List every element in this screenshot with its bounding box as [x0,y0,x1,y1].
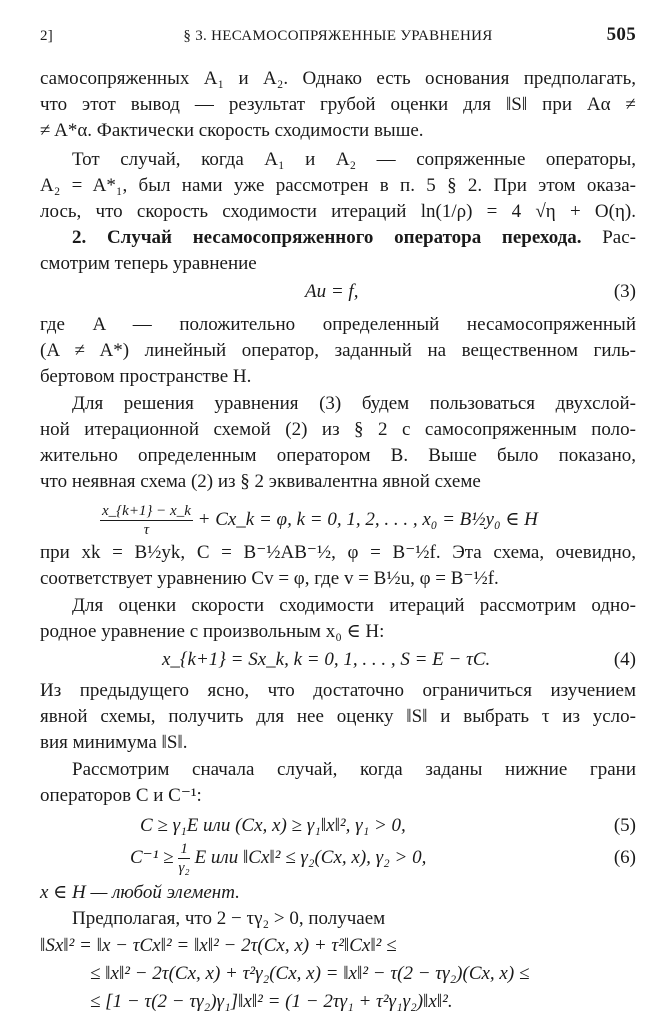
equation-rest: + Cx_k = φ, k = 0, 1, 2, . . . , x₀ = B½y₀ ∈ H [192,508,538,530]
text-line: жительно определенным оператором B. Выше было показано, [40,445,636,466]
header-section-title: § 3. НЕСАМОСОПРЯЖЕННЫЕ УРАВНЕНИЯ [183,28,493,44]
text-line: Предполагая, что 2 − τγ₂ > 0, получаем [72,908,386,929]
fraction-denominator: γ₂ [178,860,190,877]
fraction-numerator: 1 [180,841,188,858]
text-line: Рассмотрим сначала случай, когда заданы нижние грани [72,759,636,780]
equation-number: (4) [613,649,636,670]
derivation-line [40,932,636,960]
equation-body: ‖Sx‖² = ‖x − τCx‖² = ‖x‖² − 2τ(Cx, x) + τ²‖Cx‖² ≤ [40,935,397,956]
equation-body: ≤ [1 − τ(2 − τγ₂)γ₁]‖x‖² = (1 − 2τγ₁ + τ²γ₁γ₂)‖x‖². [90,991,453,1012]
equation-body: x_{k+1} = Sx_k, k = 0, 1, . . . , S = E − τC. [162,649,491,670]
text-line: A₂ = A*₁, был нами уже рассмотрен в п. 5 § 2. При этом оказа- [40,175,636,196]
text-line: x ∈ H — любой элемент. [40,882,240,903]
text-fragment: Рас- [581,227,636,248]
equation-number: (3) [613,281,636,302]
explicit-scheme-equation [40,450,636,538]
text-line: ной итерационной схемой (2) из § 2 с самосопряженным поло- [40,419,636,440]
text-line: родное уравнение с произвольным x₀ ∈ H: [40,621,385,642]
text-line: что этот вывод — результат грубой оценки для ‖S‖ при Aα ≠ [40,94,636,115]
text-line: Для решения уравнения (3) будем пользоваться двухслой- [72,393,636,414]
text-line: самосопряженных A₁ и A₂. Однако есть основания предполагать, [40,68,636,89]
fraction-numerator: x_{k+1} − x_k [102,503,191,519]
text-line: при xk = B½yk, C = B⁻½AB⁻½, φ = B⁻½f. Эта схема, очевидно, [40,542,636,563]
equation-body: ≤ ‖x‖² − 2τ(Cx, x) + τ²γ₂(Cx, x) = ‖x‖² − τ(2 − τγ₂)(Cx, x) ≤ [90,963,530,984]
text-line: Тот случай, когда A₁ и A₂ — сопряженные операторы, [72,149,636,170]
text-line: ≠ A*α. Фактически скорость сходимости выше. [40,120,424,141]
text-line: что неявная схема (2) из § 2 эквивалентна явной схеме [40,471,481,492]
subsection-heading-line [72,225,636,251]
text-line: где A — положительно определенный несамосопряженный [40,314,636,335]
equation-fraction [178,840,190,877]
subsection-heading: 2. Случай несамосопряженного оператора перехода. [72,227,582,248]
text-line: лось, что скорость сходимости итераций ln(1/ρ) = 4 √η + O(η). [40,201,636,222]
equation-rhs: E или ‖Cx‖² ≤ γ₂(Cx, x), γ₂ > 0, [189,847,427,868]
equation-number: (5) [613,815,636,836]
equation-number: (6) [613,847,636,868]
derivation-line [40,988,636,1016]
text-line: бертовом пространстве H. [40,366,252,387]
running-header [40,22,636,48]
text-line: соответствует уравнению Cv = φ, где v = B½u, φ = B⁻½f. [40,568,499,589]
text-line: смотрим теперь уравнение [40,253,257,274]
text-line: Из предыдущего ясно, что достаточно ограничиться изучением [40,680,636,701]
equation-body: Au = f, [305,281,359,302]
equation-3 [40,278,636,306]
text-line: Для оценки скорости сходимости итераций рассмотрим одно- [72,595,636,616]
equation-body: C ≥ γ₁E или (Cx, x) ≥ γ₁‖x‖², γ₁ > 0, [140,815,406,836]
equation-5 [40,812,636,840]
equation-body [100,502,538,539]
equation-lhs: C⁻¹ ≥ [130,847,179,868]
page-number: 505 [606,24,636,45]
derivation-line [40,960,636,988]
text-line: вия минимума ‖S‖. [40,732,188,753]
equation-4 [40,646,636,674]
text-line: операторов C и C⁻¹: [40,785,202,806]
fraction-denominator: τ [143,522,150,538]
text-line: (A ≠ A*) линейный оператор, заданный на вещественном гиль- [40,340,636,361]
equation-body [130,838,426,878]
equation-fraction [100,502,193,539]
text-line: явной схемы, получить для нее оценку ‖S‖ и выбрать τ из усло- [40,706,636,727]
header-left-marker: 2] [40,28,54,44]
equation-6 [40,838,636,878]
